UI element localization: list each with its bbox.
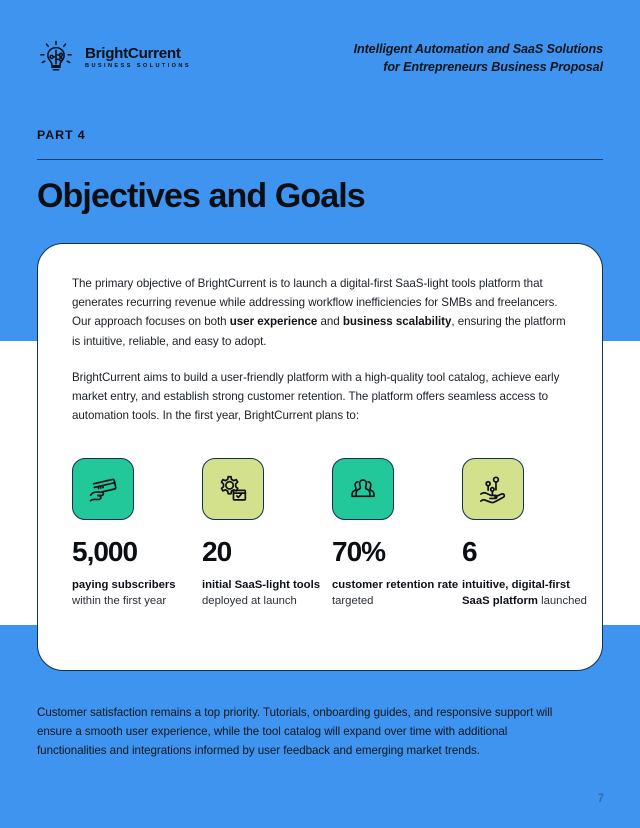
paragraph-1-bold-2: business scalability xyxy=(342,315,452,329)
part-label: PART 4 xyxy=(37,128,86,142)
stat-description-bold: initial SaaS-light tools xyxy=(202,579,320,591)
objectives-card xyxy=(37,243,603,671)
stat-icon-tile xyxy=(202,458,264,520)
brand-logo xyxy=(36,39,191,77)
hand-holding-people-icon xyxy=(475,471,511,507)
stat-item xyxy=(72,458,202,609)
paragraph-1-segment-1: The primary objective of BrightCurrent is to launch a digital-first SaaS-light tools platform that generates recurring revenue while addressing workflow inefficiencies for SMBs and freelancers. Our approach focuses on both xyxy=(72,277,558,329)
header-tagline-line-2: for Entrepreneurs Business Proposal xyxy=(383,59,603,74)
stat-item xyxy=(462,458,592,609)
stat-description-rest: within the first year xyxy=(72,595,167,608)
heading-divider xyxy=(37,159,603,160)
objectives-paragraph-1 xyxy=(72,274,568,351)
stat-description xyxy=(72,577,202,609)
stat-icon-tile xyxy=(332,458,394,520)
gear-checklist-icon xyxy=(215,471,251,507)
hand-holding-credit-card-icon xyxy=(85,471,121,507)
header-tagline-line-1: Intelligent Automation and SaaS Solutions xyxy=(353,42,603,56)
brand-tagline: BUSINESS SOLUTIONS xyxy=(85,63,191,70)
objectives-paragraph-2: BrightCurrent aims to build a user-friendly platform with a high-quality tool catalog, achieve early market entry, and establish strong customer retention. The platform offers seamless access to automation tools. In the first year, BrightCurrent plans to: xyxy=(72,370,560,423)
stat-description-bold: paying subscribers xyxy=(72,579,176,591)
stat-value: 6 xyxy=(462,536,477,567)
stat-description-bold: customer retention rate xyxy=(332,579,459,591)
stat-description xyxy=(462,577,592,609)
brand-name: BrightCurrent xyxy=(85,45,181,63)
footer-note: Customer satisfaction remains a top priority. Tutorials, onboarding guides, and responsive support will ensure a smooth user experience, while the tool catalog will expand over time with additional functionalities and integrations informed by user feedback and emerging market trends. xyxy=(37,706,553,758)
users-group-icon xyxy=(346,472,380,506)
page-number: 7 xyxy=(597,793,604,805)
stat-icon-tile xyxy=(462,458,524,520)
stat-value: 70% xyxy=(332,536,386,567)
stat-icon-tile xyxy=(72,458,134,520)
paragraph-1-segment-2: and xyxy=(317,315,343,329)
header-document-tagline xyxy=(354,41,603,77)
stats-row xyxy=(72,458,587,609)
paragraph-1-segment-3: , ensuring the platform is intuitive, reliable, and easy to adopt. xyxy=(72,315,566,348)
brand-wordmark xyxy=(85,46,191,70)
lightbulb-circuit-icon xyxy=(36,39,76,77)
stat-description xyxy=(332,577,462,609)
stat-description-bold: intuitive, digital-first SaaS platform xyxy=(462,579,570,608)
stat-description-rest: deployed at launch xyxy=(202,595,297,608)
stat-description xyxy=(202,577,332,609)
page-header xyxy=(0,0,640,100)
paragraph-1-bold-1: user experience xyxy=(229,315,318,329)
stat-value: 5,000 xyxy=(72,536,138,567)
page-title: Objectives and Goals xyxy=(37,177,365,215)
stat-value: 20 xyxy=(202,536,232,567)
stat-description-rest: launched xyxy=(537,595,587,608)
stat-item xyxy=(202,458,332,609)
stat-description-rest: targeted xyxy=(332,595,374,608)
stat-item xyxy=(332,458,462,609)
